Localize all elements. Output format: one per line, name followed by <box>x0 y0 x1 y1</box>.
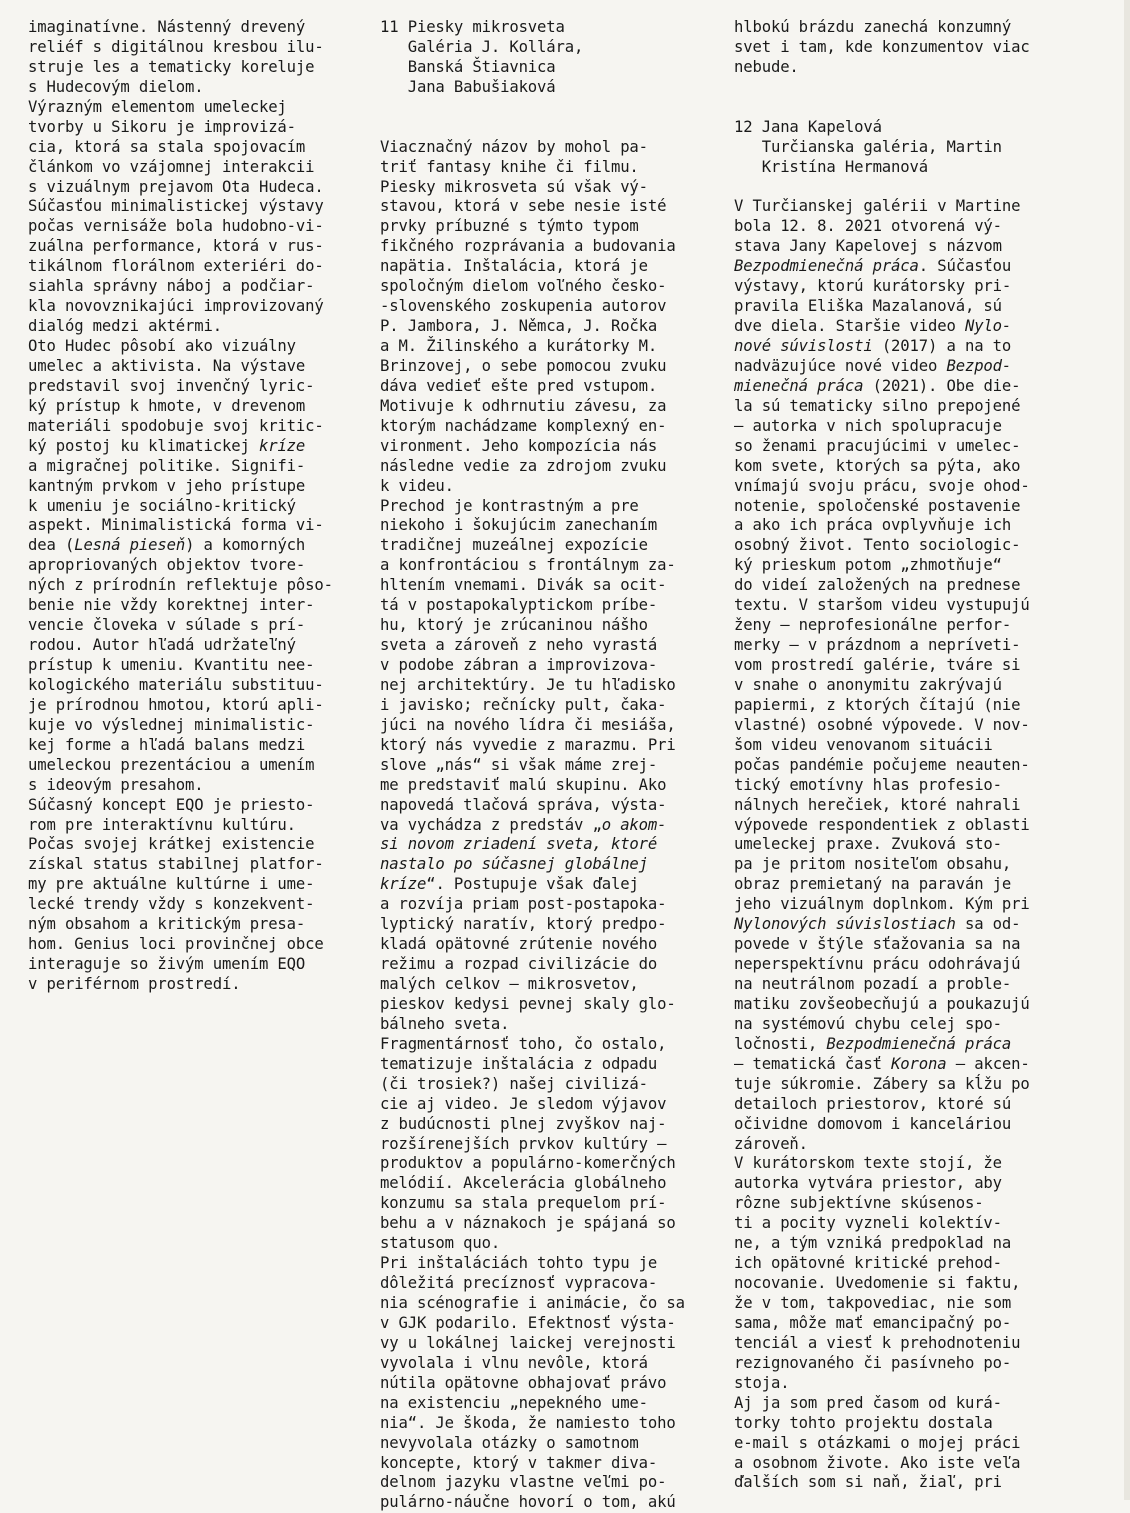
text-line: šom videu venovanom situácii <box>734 735 993 754</box>
text-line: P. Jambora, J. Němca, J. Ročka <box>380 317 658 336</box>
text-line: hlbokú brázdu zanechá konzumný <box>734 18 1012 36</box>
text-line: ženy – neprofesionálne perfor- <box>734 616 1012 635</box>
text-line: siahla správny náboj a podčiar- <box>28 277 315 296</box>
text-line: kríze“. Postupuje však ďalej <box>380 875 639 894</box>
text-line: koncepte, ktorý v takmer diva- <box>380 1453 658 1472</box>
text-line: jeho vizuálnym doplnkom. Kým pri <box>734 895 1030 914</box>
text-line: nocovanie. Uvedomenie si faktu, <box>734 1274 1021 1293</box>
text-line: na neutrálnom pozadí a proble- <box>734 975 1012 993</box>
text-line: rezignovaného či pasívneho po- <box>734 1353 1012 1372</box>
text-line: s Hudecovým dielom. <box>28 77 204 96</box>
text-line: povede v štýle sťažovania sa na <box>734 935 1021 954</box>
text-line: Jana Babušiaková <box>380 77 556 96</box>
text-line: vironment. Jeho kompozícia nás <box>380 436 658 455</box>
text-line: Pri inštaláciách tohto typu je <box>380 1254 658 1273</box>
paragraph-gap <box>380 118 725 138</box>
text-line: tvorby u Sikoru je improvizá- <box>28 117 296 136</box>
text-line: Kristína Hermanová <box>734 157 929 176</box>
text-line: očividne domovom i kanceláriou <box>734 1114 1012 1133</box>
text-line: Výrazným elementom umeleckej <box>28 97 287 116</box>
text-line: pulárno-náučne hovorí o tom, akú <box>380 1493 676 1512</box>
text-line: apropriovaných objektov tvore- <box>28 556 306 575</box>
text-line: Fragmentárnosť toho, čo ostalo, <box>380 1034 667 1053</box>
text-line: v podobe zábran a improvizova- <box>380 656 658 674</box>
text-line: kladá opätovné zrútenie nového <box>380 935 658 954</box>
text-line: Motivuje k odhrnutiu závesu, za <box>380 396 667 415</box>
text-line: papiermi, z ktorých čítajú (nie <box>734 695 1021 714</box>
text-line: Banská Štiavnica <box>380 57 556 76</box>
text-line: sama, môže mať emancipačný po- <box>734 1313 1012 1332</box>
text-line: vlastné) osobné výpovede. V nov- <box>734 715 1030 734</box>
text-line: svet i tam, kde konzumentov viac <box>734 37 1030 56</box>
text-line: i javisko; rečnícky pult, čaka- <box>380 695 667 714</box>
text-line: obraz premietaný na paraván je <box>734 875 1012 894</box>
text-line: ti a pocity vyzneli kolektív- <box>734 1214 1002 1233</box>
text-line: produktov a populárno-komerčných <box>380 1154 676 1173</box>
text-line: merky – v prázdnom a nepríveti- <box>734 636 1021 655</box>
text-line: tenciál a viesť k prehodnoteniu <box>734 1333 1021 1352</box>
text-line: Viacznačný názov by mohol pa- <box>380 137 648 156</box>
text-line: va vychádza z predstáv „o akom- <box>380 815 667 834</box>
text-line: detailoch priestorov, ktoré sú <box>734 1094 1012 1113</box>
text-line: vom prostredí galérie, tváre si <box>734 656 1021 674</box>
text-line: nálnych herečiek, ktoré nahrali <box>734 795 1021 814</box>
text-line: hu, ktorý je zrúcaninou nášho <box>380 616 648 635</box>
text-line: ktorý nás vyvedie z marazmu. Pri <box>380 735 676 754</box>
text-line: benie nie vždy korektnej inter- <box>28 596 315 615</box>
paragraph <box>380 18 725 98</box>
text-line: melódií. Akcelerácia globálneho <box>380 1174 667 1193</box>
text-line: kuje vo výslednej minimalistic- <box>28 715 315 734</box>
paragraph <box>28 18 373 995</box>
paragraph <box>734 197 1084 1493</box>
text-line: delnom jazyku vlastne veľmi po- <box>380 1473 667 1492</box>
text-line: autorka vytvára priestor, aby <box>734 1174 1002 1193</box>
text-line: rodou. Autor hľadá udržateľný <box>28 636 296 655</box>
text-line: V Turčianskej galérii v Martine <box>734 197 1021 216</box>
paragraph <box>734 18 1084 78</box>
text-line: tuje súkromie. Zábery sa kĺžu po <box>734 1074 1030 1093</box>
text-line: nadväzujúce nové video Bezpod- <box>734 356 1012 375</box>
text-line: 11 Piesky mikrosveta <box>380 18 565 36</box>
text-line: materiáli spodobuje svoj kritic- <box>28 416 324 435</box>
text-line: dáva vedieť ešte pred vstupom. <box>380 376 658 395</box>
text-line: Prechod je kontrastným a pre <box>380 496 639 515</box>
text-line: ďalších som si naň, žiaľ, pri <box>734 1473 1002 1492</box>
text-line: kologického materiálu substituu- <box>28 675 324 694</box>
text-line: malých celkov – mikrosvetov, <box>380 975 639 993</box>
text-line: ných z prírodnín reflektuje pôso- <box>28 576 333 595</box>
text-line: dve diela. Staršie video Nylo- <box>734 317 1012 336</box>
page-edge <box>1124 0 1130 1500</box>
text-line: Súčasný koncept EQO je priesto- <box>28 795 315 814</box>
paragraph <box>380 138 725 1513</box>
text-line: dialóg medzi aktérmi. <box>28 317 223 336</box>
text-line: bálneho sveta. <box>380 1014 510 1033</box>
text-line: notenie, spoločenské postavenie <box>734 496 1021 515</box>
text-line: la sú tematicky silno prepojené <box>734 396 1021 415</box>
text-line: do videí založených na prednese <box>734 576 1021 595</box>
text-line: hltením vnemami. Divák sa ocit- <box>380 576 667 595</box>
text-line: pravila Eliška Mazalanová, sú <box>734 297 1002 316</box>
text-line: tematizuje inštalácia z odpadu <box>380 1054 658 1073</box>
text-line: ným obsahom a kritickým presa- <box>28 915 306 934</box>
text-line: Piesky mikrosveta sú však vý- <box>380 177 648 196</box>
text-line: nebude. <box>734 57 799 76</box>
text-column-right <box>734 18 1084 1493</box>
text-line: Počas svojej krátkej existencie <box>28 835 315 854</box>
text-line: konzumu sa stala prequelom prí- <box>380 1194 667 1213</box>
text-line: slove „nás“ si však máme zrej- <box>380 755 658 774</box>
text-line: kej forme a hľadá balans medzi <box>28 735 306 754</box>
paragraph-gap <box>734 98 1084 118</box>
text-line: článkom vo vzájomnej interakcii <box>28 157 315 176</box>
text-line: v GJK podarilo. Efektnosť výsta- <box>380 1313 676 1332</box>
text-line: vencie človeka v súlade s prí- <box>28 616 306 635</box>
text-line: sveta a zároveň z neho vyrastá <box>380 636 658 655</box>
text-line: nútila opätovne obhajovať právo <box>380 1373 667 1392</box>
text-line: a M. Žilinského a kurátorky M. <box>380 337 658 355</box>
text-line: nastalo po súčasnej globálnej <box>380 855 648 874</box>
text-line: zároveň. <box>734 1134 808 1153</box>
text-line: cie aj video. Je sledom výjavov <box>380 1094 667 1113</box>
text-line: cia, ktorá sa stala spojovacím <box>28 137 306 156</box>
text-line: prvky príbuzné s týmto typom <box>380 217 639 236</box>
text-line: výstavy, ktorú kurátorsky pri- <box>734 277 1012 296</box>
paragraph <box>734 118 1084 178</box>
text-line: júci na nového lídra či mesiáša, <box>380 715 676 734</box>
text-line: rozšírenejších prvkov kultúry – <box>380 1134 667 1153</box>
text-line: umelec a aktivista. Na výstave <box>28 356 306 375</box>
text-line: dôležitá precíznosť vypracova- <box>380 1274 658 1293</box>
text-line: pieskov kedysi pevnej skaly glo- <box>380 994 676 1013</box>
text-line: Oto Hudec pôsobí ako vizuálny <box>28 337 296 355</box>
text-line: ký prieskum potom „zhmotňuje“ <box>734 556 1002 575</box>
text-line: tický emotívny hlas profesio- <box>734 775 1002 794</box>
text-line: struje les a tematicky koreluje <box>28 57 315 76</box>
text-line: tradičnej muzeálnej expozície <box>380 536 648 555</box>
paragraph-gap <box>734 78 1084 98</box>
text-line: Aj ja som pred časom od kurá- <box>734 1393 1002 1412</box>
text-line: statusom quo. <box>380 1234 501 1253</box>
text-line: tá v postapokalyptickom príbe- <box>380 596 658 615</box>
text-line: umeleckej praxe. Zvuková sto- <box>734 835 1002 854</box>
text-line: hom. Genius loci provinčnej obce <box>28 935 324 954</box>
text-line: ktorým nachádzame komplexný en- <box>380 416 667 435</box>
text-line: a rozvíja priam post-postapoka- <box>380 895 667 914</box>
text-line: napätia. Inštalácia, ktorá je <box>380 257 648 276</box>
text-line: počas vernisáže bola hudobno-vi- <box>28 217 324 236</box>
paragraph-gap <box>734 178 1084 198</box>
text-line: aspekt. Minimalistická forma vi- <box>28 516 324 535</box>
text-line: k umeniu je sociálno-kritický <box>28 496 296 515</box>
text-line: – tematická časť Korona – akcen- <box>734 1054 1030 1073</box>
text-line: e-mail s otázkami o mojej práci <box>734 1433 1021 1452</box>
text-line: my pre aktuálne kultúrne i ume- <box>28 875 315 894</box>
text-line: prístup k umeniu. Kvantitu nee- <box>28 656 315 674</box>
text-line: nej architektúry. Je tu hľadisko <box>380 675 676 694</box>
text-line: neperspektívnu prácu odohrávajú <box>734 955 1021 974</box>
text-line: kantným prvkom v jeho prístupe <box>28 476 306 495</box>
text-line: – autorka v nich spolupracuje <box>734 416 1002 435</box>
text-line: získal status stabilnej platfor- <box>28 855 324 874</box>
text-line: Galéria J. Kollára, <box>380 37 584 56</box>
text-line: niekoho i šokujúcim zanechaním <box>380 516 658 535</box>
text-line: Turčianska galéria, Martin <box>734 137 1002 156</box>
text-line: režimu a rozpad civilizácie do <box>380 955 658 974</box>
text-line: -slovenského zoskupenia autorov <box>380 297 667 316</box>
text-line: Brinzovej, o sebe pomocou zvuku <box>380 356 667 375</box>
text-line: (či trosiek?) našej civilizá- <box>380 1074 648 1093</box>
text-line: k videu. <box>380 476 454 495</box>
text-line: interaguje so živým umením EQO <box>28 955 306 974</box>
text-line: pa je pritom nositeľom obsahu, <box>734 855 1012 874</box>
text-line: a ako ich práca ovplyvňuje ich <box>734 516 1012 535</box>
text-line: vyvolala i vlnu nevôle, ktorá <box>380 1353 648 1372</box>
text-line: spoločným dielom voľného česko- <box>380 277 667 296</box>
text-line: z budúcnosti plnej zvyškov naj- <box>380 1114 667 1133</box>
text-line: reliéf s digitálnou kresbou ilu- <box>28 37 324 56</box>
text-column-middle <box>380 18 725 1513</box>
text-column-left <box>28 18 373 995</box>
text-line: stava Jany Kapelovej s názvom <box>734 237 1002 256</box>
text-line: fikčného rozprávania a budovania <box>380 237 676 256</box>
text-line: rom pre interaktívnu kultúru. <box>28 815 296 834</box>
text-line: zuálna performance, ktorá v rus- <box>28 237 324 256</box>
text-line: počas pandémie počujeme neauten- <box>734 755 1030 774</box>
text-line: a konfrontáciou s frontálnym za- <box>380 556 676 575</box>
text-line: na existenciu „nepekného ume- <box>380 1393 648 1412</box>
text-line: vnímajú svoju prácu, svoje ohod- <box>734 476 1030 495</box>
text-line: triť fantasy knihe či filmu. <box>380 157 639 176</box>
text-line: ký prístup k hmote, v drevenom <box>28 396 306 415</box>
text-line: stavou, ktorá v sebe nesie isté <box>380 197 667 216</box>
text-line: nevyvolala otázky o samotnom <box>380 1433 639 1452</box>
text-line: tikálnom florálnom exteriéri do- <box>28 257 324 276</box>
text-line: napovedá tlačová správa, výsta- <box>380 795 667 814</box>
text-line: imaginatívne. Nástenný drevený <box>28 18 306 36</box>
text-line: Súčasťou minimalistickej výstavy <box>28 197 324 216</box>
text-line: behu a v náznakoch je spájaná so <box>380 1214 676 1233</box>
text-line: je prírodnou hmotou, ktorú apli- <box>28 695 324 714</box>
text-line: rôzne subjektívne skúsenos- <box>734 1194 984 1213</box>
text-line: nia“. Je škoda, že namiesto toho <box>380 1413 676 1432</box>
text-line: stoja. <box>734 1373 790 1392</box>
text-line: 12 Jana Kapelová <box>734 117 882 136</box>
text-line: dea (Lesná pieseň) a komorných <box>28 536 306 555</box>
text-line: me predstaviť malú skupinu. Ako <box>380 775 667 794</box>
text-line: bola 12. 8. 2021 otvorená vý- <box>734 217 1002 236</box>
text-line: na systémovú chybu celej spo- <box>734 1014 1002 1033</box>
text-line: následne vedie za zdrojom zvuku <box>380 456 667 475</box>
paragraph-gap <box>380 98 725 118</box>
text-line: v periférnom prostredí. <box>28 975 241 993</box>
text-line: s vizuálnym prejavom Ota Hudeca. <box>28 177 324 196</box>
text-line: s ideovým presahom. <box>28 775 204 794</box>
text-line: matiku zovšeobecňujú a poukazujú <box>734 994 1030 1013</box>
text-line: ne, a tým vzniká predpoklad na <box>734 1234 1012 1253</box>
text-line: Nylonových súvislostiach sa od- <box>734 915 1021 934</box>
text-line: umeleckou prezentáciou a umením <box>28 755 315 774</box>
text-line: si novom zriadení sveta, ktoré <box>380 835 658 854</box>
text-line: osobný život. Tento sociologic- <box>734 536 1021 555</box>
text-line: mienečná práca (2021). Obe die- <box>734 376 1021 395</box>
text-line: lyptický naratív, ktorý predpo- <box>380 915 667 934</box>
text-line: nové súvislosti (2017) a na to <box>734 337 1012 355</box>
text-line: ločnosti, Bezpodmienečná práca <box>734 1034 1012 1053</box>
text-line: a migračnej politike. Signifi- <box>28 456 306 475</box>
text-line: v snahe o anonymitu zakrývajú <box>734 675 1002 694</box>
text-line: predstavil svoj invenčný lyric- <box>28 376 315 395</box>
text-line: nia scénografie i animácie, čo sa <box>380 1294 685 1312</box>
text-line: Bezpodmienečná práca. Súčasťou <box>734 257 1012 276</box>
text-line: so ženami pracujúcimi v umelec- <box>734 436 1021 455</box>
text-line: a osobnom živote. Ako iste veľa <box>734 1453 1021 1472</box>
text-line: kom svete, ktorých sa pýta, ako <box>734 456 1021 475</box>
text-line: textu. V staršom videu vystupujú <box>734 596 1030 615</box>
text-line: výpovede respondentiek z oblasti <box>734 815 1030 834</box>
text-line: V kurátorskom texte stojí, že <box>734 1154 1002 1173</box>
text-line: ich opätovné kritické prehod- <box>734 1254 1002 1273</box>
text-line: torky tohto projektu dostala <box>734 1413 993 1432</box>
text-line: lecké trendy vždy s konzekvent- <box>28 895 315 914</box>
text-line: ký postoj ku klimatickej kríze <box>28 436 306 455</box>
text-line: že v tom, takpovediac, nie som <box>734 1294 1012 1312</box>
text-line: kla novovznikajúci improvizovaný <box>28 297 324 316</box>
text-line: vy u lokálnej laickej verejnosti <box>380 1333 676 1352</box>
